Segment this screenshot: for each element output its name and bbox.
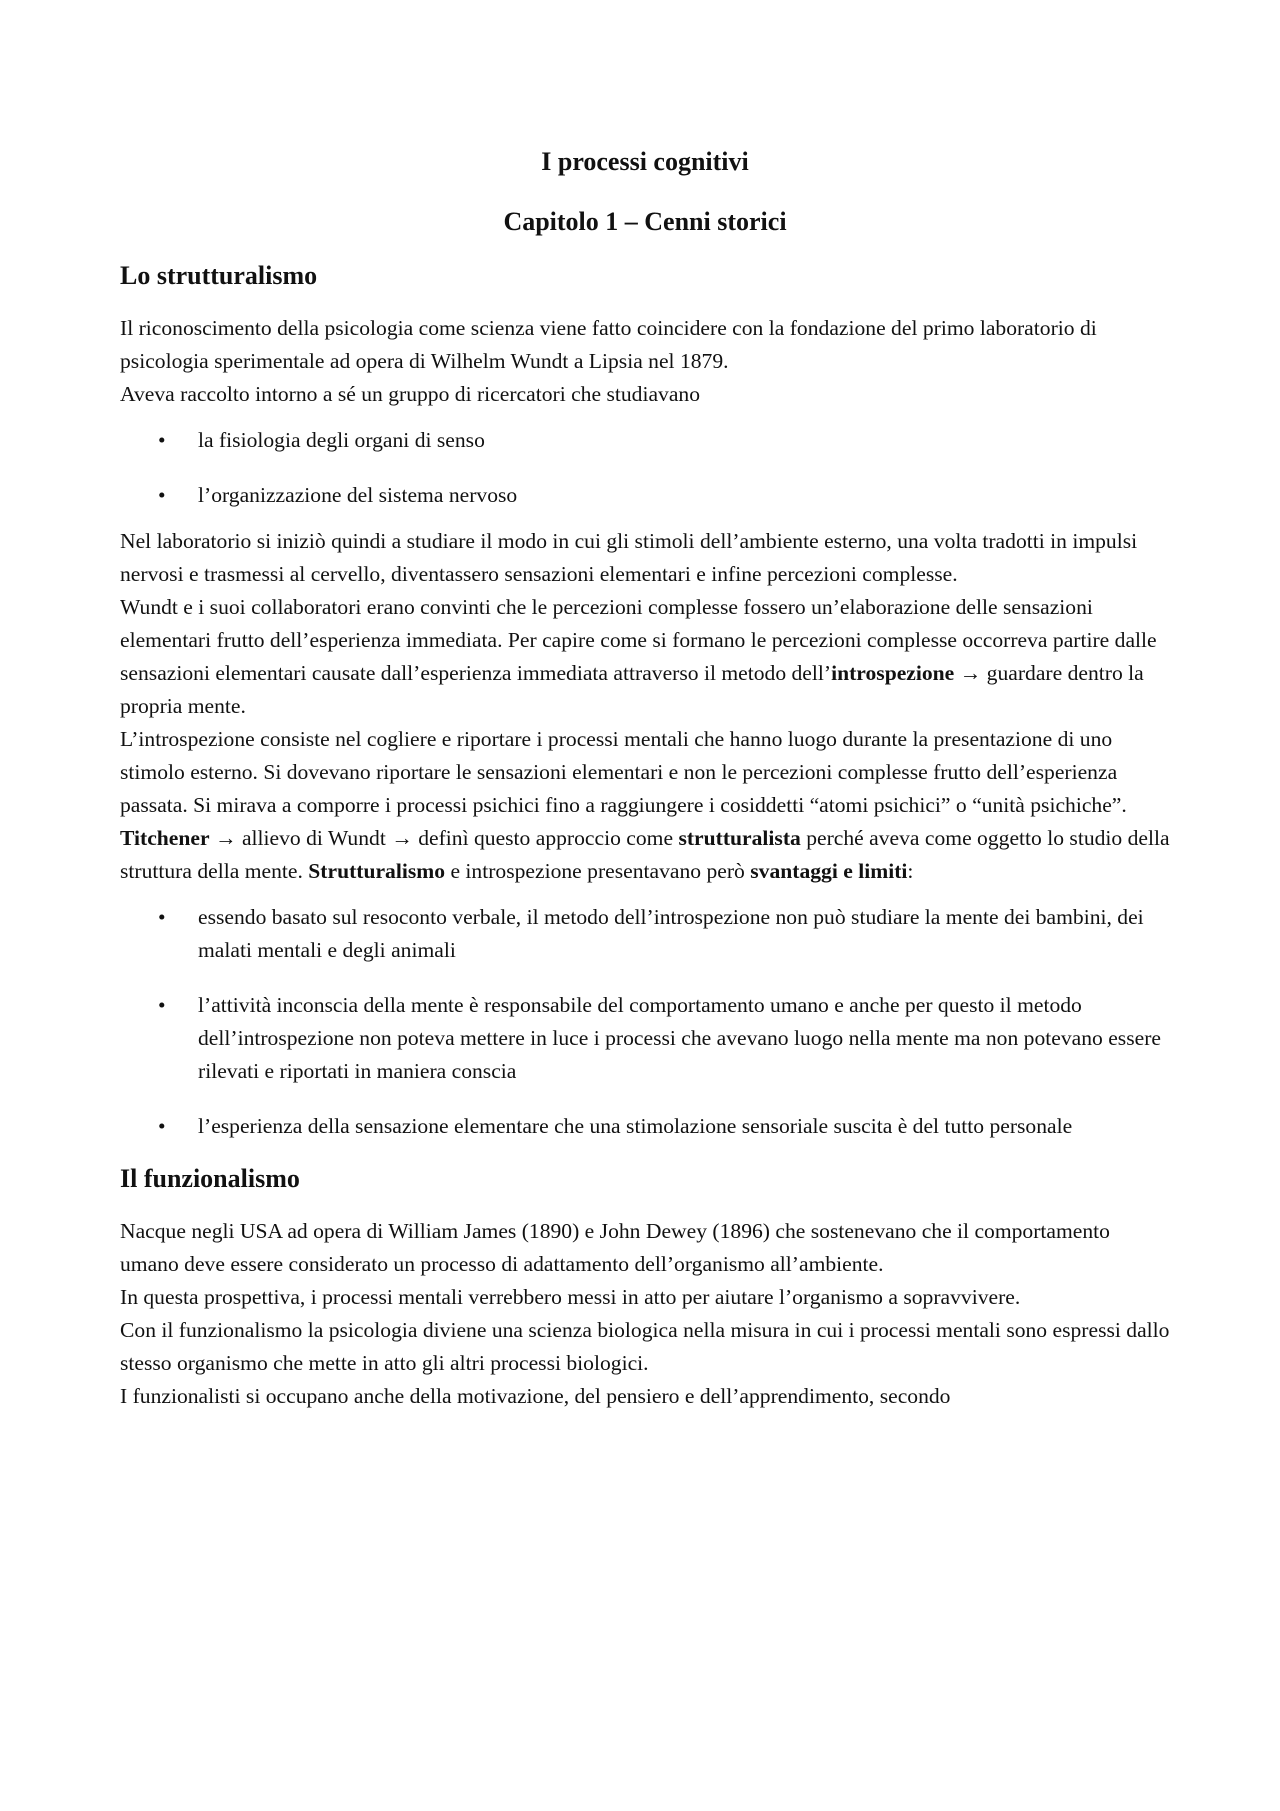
text-run: → allievo di Wundt → definì questo approccio come xyxy=(209,826,679,850)
bullet-icon: • xyxy=(158,905,166,929)
list-item-text: l’esperienza della sensazione elementare che una stimolazione sensoriale suscita è del tutto personale xyxy=(198,1114,1073,1138)
bold-term-strutturalista: strutturalista xyxy=(678,826,801,850)
list-item-text: la fisiologia degli organi di senso xyxy=(198,428,485,452)
bullet-icon: • xyxy=(158,1114,166,1138)
text-run: → guardare dentro la propria mente. xyxy=(120,661,1144,718)
list-item xyxy=(120,989,1170,1088)
paragraph xyxy=(120,822,1170,888)
list-item xyxy=(120,901,1170,967)
bullet-list xyxy=(120,901,1170,1143)
text-run: e introspezione presentavano però xyxy=(445,859,751,883)
bullet-icon: • xyxy=(158,428,166,452)
paragraph xyxy=(120,591,1170,723)
list-item xyxy=(120,479,1170,512)
document-title: I processi cognitivi xyxy=(541,147,749,176)
bold-term-svantaggi: svantaggi e limiti xyxy=(750,859,908,883)
paragraph: Il riconoscimento della psicologia come scienza viene fatto coincidere con la fondazione del primo laboratorio di psicologia sperimentale ad opera di Wilhelm Wundt a Lipsia nel 1879. xyxy=(120,316,1097,373)
list-item-text: l’organizzazione del sistema nervoso xyxy=(198,483,518,507)
paragraph: Nacque negli USA ad opera di William James (1890) e John Dewey (1896) che sostenevano che il comportamento umano deve essere considerato un processo di adattamento dell’organismo all’ambiente. xyxy=(120,1219,1110,1276)
text-run: perché aveva come oggetto lo studio della struttura della mente. xyxy=(120,826,1170,883)
text-run: : xyxy=(907,859,914,883)
chapter-title: Capitolo 1 – Cenni storici xyxy=(503,207,787,236)
paragraph: Aveva raccolto intorno a sé un gruppo di ricercatori che studiavano xyxy=(120,382,701,406)
bold-term-titchener: Titchener xyxy=(120,826,210,850)
bullet-icon: • xyxy=(158,993,166,1017)
paragraph: I funzionalisti si occupano anche della motivazione, del pensiero e dell’apprendimento, secondo xyxy=(120,1384,951,1408)
paragraph: Con il funzionalismo la psicologia diviene una scienza biologica nella misura in cui i processi mentali sono espressi dallo stesso organismo che mette in atto gli altri processi biologici. xyxy=(120,1318,1170,1375)
bullet-icon: • xyxy=(158,483,166,507)
bold-term-strutturalismo: Strutturalismo xyxy=(308,859,446,883)
section-heading-strutturalismo: Lo strutturalismo xyxy=(120,261,318,290)
list-item-text: l’attività inconscia della mente è responsabile del comportamento umano e anche per questo il metodo dell’introspezione non poteva mettere in luce i processi che avevano luogo nella mente ma non potevano essere rilevati e riportati in maniera conscia xyxy=(198,993,1161,1083)
bold-term-introspezione: introspezione xyxy=(831,661,955,685)
paragraph: In questa prospettiva, i processi mentali verrebbero messi in atto per aiutare l’organismo a sopravvivere. xyxy=(120,1285,1021,1309)
bullet-list xyxy=(120,424,1170,512)
list-item xyxy=(120,1110,1170,1143)
paragraph: L’introspezione consiste nel cogliere e riportare i processi mentali che hanno luogo durante la presentazione di uno stimolo esterno. Si dovevano riportare le sensazioni elementari e non le percezioni complesse frutto dell’esperienza passata. Si mirava a comporre i processi psichici fino a raggiungere i cosiddetti “atomi psichici” o “unità psichiche”. xyxy=(120,727,1127,817)
list-item xyxy=(120,424,1170,457)
paragraph: Nel laboratorio si iniziò quindi a studiare il modo in cui gli stimoli dell’ambiente esterno, una volta tradotti in impulsi nervosi e trasmessi al cervello, diventassero sensazioni elementari e infine percezioni complesse. xyxy=(120,529,1138,586)
list-item-text: essendo basato sul resoconto verbale, il metodo dell’introspezione non può studiare la mente dei bambini, dei malati mentali e degli animali xyxy=(198,905,1144,962)
section-heading-funzionalismo: Il funzionalismo xyxy=(120,1164,300,1193)
text-run: Wundt e i suoi collaboratori erano convinti che le percezioni complesse fossero un’elaborazione delle sensazioni elementari frutto dell’esperienza immediata. Per capire come si formano le percezioni complesse occorreva partire dalle sensazioni elementari causate dall’esperienza immediata attraverso il metodo dell’ xyxy=(120,595,1157,685)
document-page xyxy=(120,146,1170,1413)
